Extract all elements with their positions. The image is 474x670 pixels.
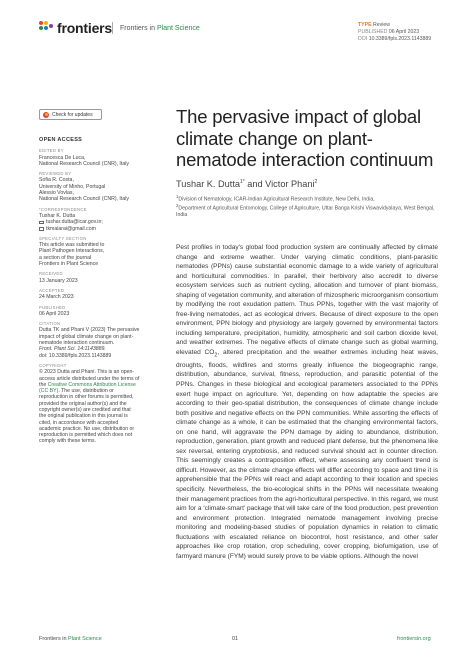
footer-journal-prefix: Frontiers in: [39, 636, 69, 642]
author-name[interactable]: Tushar K. Dutta: [176, 179, 240, 190]
email-text: tushar.dutta@icar.gov.in;: [46, 219, 103, 226]
published-value: 06 April 2023: [388, 29, 420, 35]
reviewer-affiliation: University of Minho, Portugal: [39, 183, 106, 190]
journal-title: Plant Science: [156, 25, 200, 32]
specialty-line: Plant Pathogen Interactions,: [39, 248, 105, 255]
specialty-line: This article was submitted to: [39, 242, 105, 249]
affiliation-number: 1: [176, 194, 179, 199]
article-title: The pervasive impact of global climate change on plant-nematode interaction continuum: [176, 106, 434, 170]
license-link-short[interactable]: (CC BY): [39, 388, 59, 395]
copyright-label: COPYRIGHT: [39, 362, 67, 368]
co2-subscript: 2: [214, 352, 218, 359]
reviewer-affiliation: National Research Council (CNR), Italy: [39, 196, 129, 203]
abstract-text: Pest profiles in today's global food production system are continually affected by climate change and extreme weather. Under varying climatic conditions, plant-parasitic nematodes (PPNs) cause substantial economic damage to a wide variety of agricultural and horticultural commodities. In parallel, their herbivory also accredit to diverse ecosystem services such as nutrient cycling, allocation and turnover of plant biomass, shaping of vegetation community, and alteration of rhizospheric microorganism consortium by modifying the root exudation pattern. Thus PPNs, together with the vast majority of free-living nematodes, act as ecological drivers. Because of direct exposure to the open environment, PPN biology and physiology are largely governed by environmental factors including temperature, precipitation, humidity, atmospheric and soil carbon dioxide level, and weather extremes. The negative effects of climate change such as global warming, elevated CO: [176, 244, 438, 357]
citation-line: nematode interaction continuum.: [39, 340, 115, 347]
authors: [176, 179, 317, 189]
header-divider: [112, 22, 113, 34]
copyright-line: copyright owner(s) are credited and that: [39, 406, 131, 413]
correspondence-name: Tushar K. Dutta: [39, 212, 76, 219]
email-link[interactable]: [39, 226, 153, 232]
received-date: 13 January 2023: [39, 277, 78, 284]
copyright-line: provided the original author(s) and the: [39, 400, 127, 407]
accepted-date: 24 March 2023: [39, 294, 74, 301]
abstract-text: , altered precipitation and the weather extremes including heat waves, droughts, floods, wildfires and storms greatly influence the biogeographic range, distribution, abundance, survival, fitness, reproduction, and parasitic potential of the PPNs. Changes in these biological and ecological parameters associated to the PPNs exert huge impact on agriculture. Yet, depending on how adaptable the species are according to their geo-spatial distribution, the consequences of climate change include both positive and negative effects on the PPN communities. While assorting the effects of climate change as a whole, it can be estimated that the changing environmental factors, on one hand, will aggravate the PPN damage by aiding to abundance, distribution, reproduction, generation, plant growth and reduced plant defense, but the phenomena like sex reversal, entering cryptobiosis, and reduced survival should act in counter direction. This seemingly creates a contraposition effect, where assessing any confluent trend is difficult. However, as the climate change effects will differ according to space and time it is apprehensible that the PPNs will react and adapt according to their location and species specificity. Nevertheless, the bio-ecological shifts in the PPNs will necessitate tweaking their management practices from the agri-horticultural perspective. In this regard, we must aim for a 'climate-smart' package that will take care of the food production, pest prevention and environment protection. Integrated nematode management involving precise monitoring and modeling-based studies of population dynamics in relation to climatic fluctuations with escalated reliance on biocontrol, host resistance, and other safer approaches like crop rotation, crop scheduling, cover cropping, biofumigation, use of farmyard manure (FYM) would surely prove to be viable options. Although the novel: [176, 349, 438, 560]
received-label: RECEIVED: [39, 271, 63, 277]
author-sup: 2: [314, 179, 318, 185]
affiliation: Department of Agricultural Entomology, College of Agriculture, Uttar Banga Krishi Viswavidyalaya, West Bengal, India: [176, 205, 435, 219]
editor-name: Francesca De Luca,: [39, 154, 86, 161]
page-number: 01: [232, 636, 239, 642]
journal-prefix: Frontiers in: [120, 25, 157, 32]
affiliations: [176, 194, 446, 218]
published-label: PUBLISHED: [358, 29, 388, 35]
reviewer-name: Alessio Vovlas,: [39, 190, 74, 197]
email-text: tkmalarai@gmail.com: [46, 225, 96, 232]
accepted-label: ACCEPTED: [39, 287, 65, 293]
copyright-line: reproduction is permitted which does not: [39, 432, 133, 439]
type-label: TYPE: [358, 22, 372, 28]
brand-name: frontiers: [57, 20, 112, 36]
specialty-line: a section of the journal: [39, 254, 92, 261]
reviewer-name: Sofia R. Costa,: [39, 177, 74, 184]
published-label: PUBLISHED: [39, 304, 66, 310]
check-updates-icon: [43, 112, 49, 118]
doi-label: DOI: [358, 36, 368, 42]
footer-journal[interactable]: [39, 636, 102, 642]
citation-label: CITATION: [39, 321, 61, 327]
mail-icon: [39, 227, 44, 231]
check-updates-button[interactable]: [39, 109, 102, 120]
citation-line: Dutta TK and Phani V (2023) The pervasive: [39, 327, 140, 334]
specialty-line: Frontiers in Plant Science: [39, 261, 99, 268]
copyright-line: the original publication in this journal is: [39, 413, 128, 420]
license-link[interactable]: Creative Commons Attribution License: [47, 381, 136, 388]
author-name[interactable]: and Victor Phani: [244, 179, 315, 190]
author-sup: 1*: [240, 179, 245, 185]
affiliation: Division of Nematology, ICAR-Indian Agricultural Research Institute, New Delhi, India,: [178, 196, 375, 203]
mail-icon: [39, 221, 44, 225]
article-meta: [358, 22, 431, 43]
published-date: 06 April 2023: [39, 310, 70, 317]
copyright-line: reproduction in other forums is permitted,: [39, 394, 134, 401]
citation-line: impact of global climate change on plant-: [39, 333, 134, 340]
copyright-line: access article distributed under the terms of: [39, 375, 140, 382]
copyright-line: © 2023 Dutta and Phani. This is an open-: [39, 369, 135, 376]
sidebar: [39, 137, 153, 445]
journal-name[interactable]: [120, 25, 200, 32]
correspondence-label: *CORRESPONDENCE: [39, 206, 87, 212]
reviewed-by-label: REVIEWED BY: [39, 171, 72, 177]
frontiers-logo[interactable]: [39, 20, 112, 36]
copyright-text: the: [39, 381, 48, 388]
copyright-line: academic practice. No use, distribution or: [39, 425, 135, 432]
footer-site-link[interactable]: frontiersin.org: [397, 636, 431, 642]
copyright-text: . The use, distribution or: [58, 388, 114, 395]
copyright-line: cited, in accordance with accepted: [39, 419, 119, 426]
affiliation-number: 2: [176, 203, 179, 209]
footer-journal-name: Plant Science: [68, 636, 102, 642]
type-value: Review: [373, 22, 391, 28]
abstract-body: [176, 243, 438, 561]
frontiers-logo-icon: [39, 21, 53, 35]
citation-line: doi: 10.3389/fpls.2023.1143889: [39, 352, 112, 359]
doi-value[interactable]: 10.3389/fpls.2023.1143889: [368, 36, 432, 42]
specialty-label: SPECIALTY SECTION: [39, 235, 87, 241]
open-access-label: OPEN ACCESS: [39, 137, 83, 143]
copyright-line: comply with these terms.: [39, 438, 97, 445]
citation-line: Front. Plant Sci. 14:1143889.: [39, 346, 106, 353]
editor-affiliation: National Research Council (CNR), Italy: [39, 160, 129, 167]
edited-by-label: EDITED BY: [39, 148, 64, 154]
check-updates-label: Check for updates: [52, 111, 93, 118]
